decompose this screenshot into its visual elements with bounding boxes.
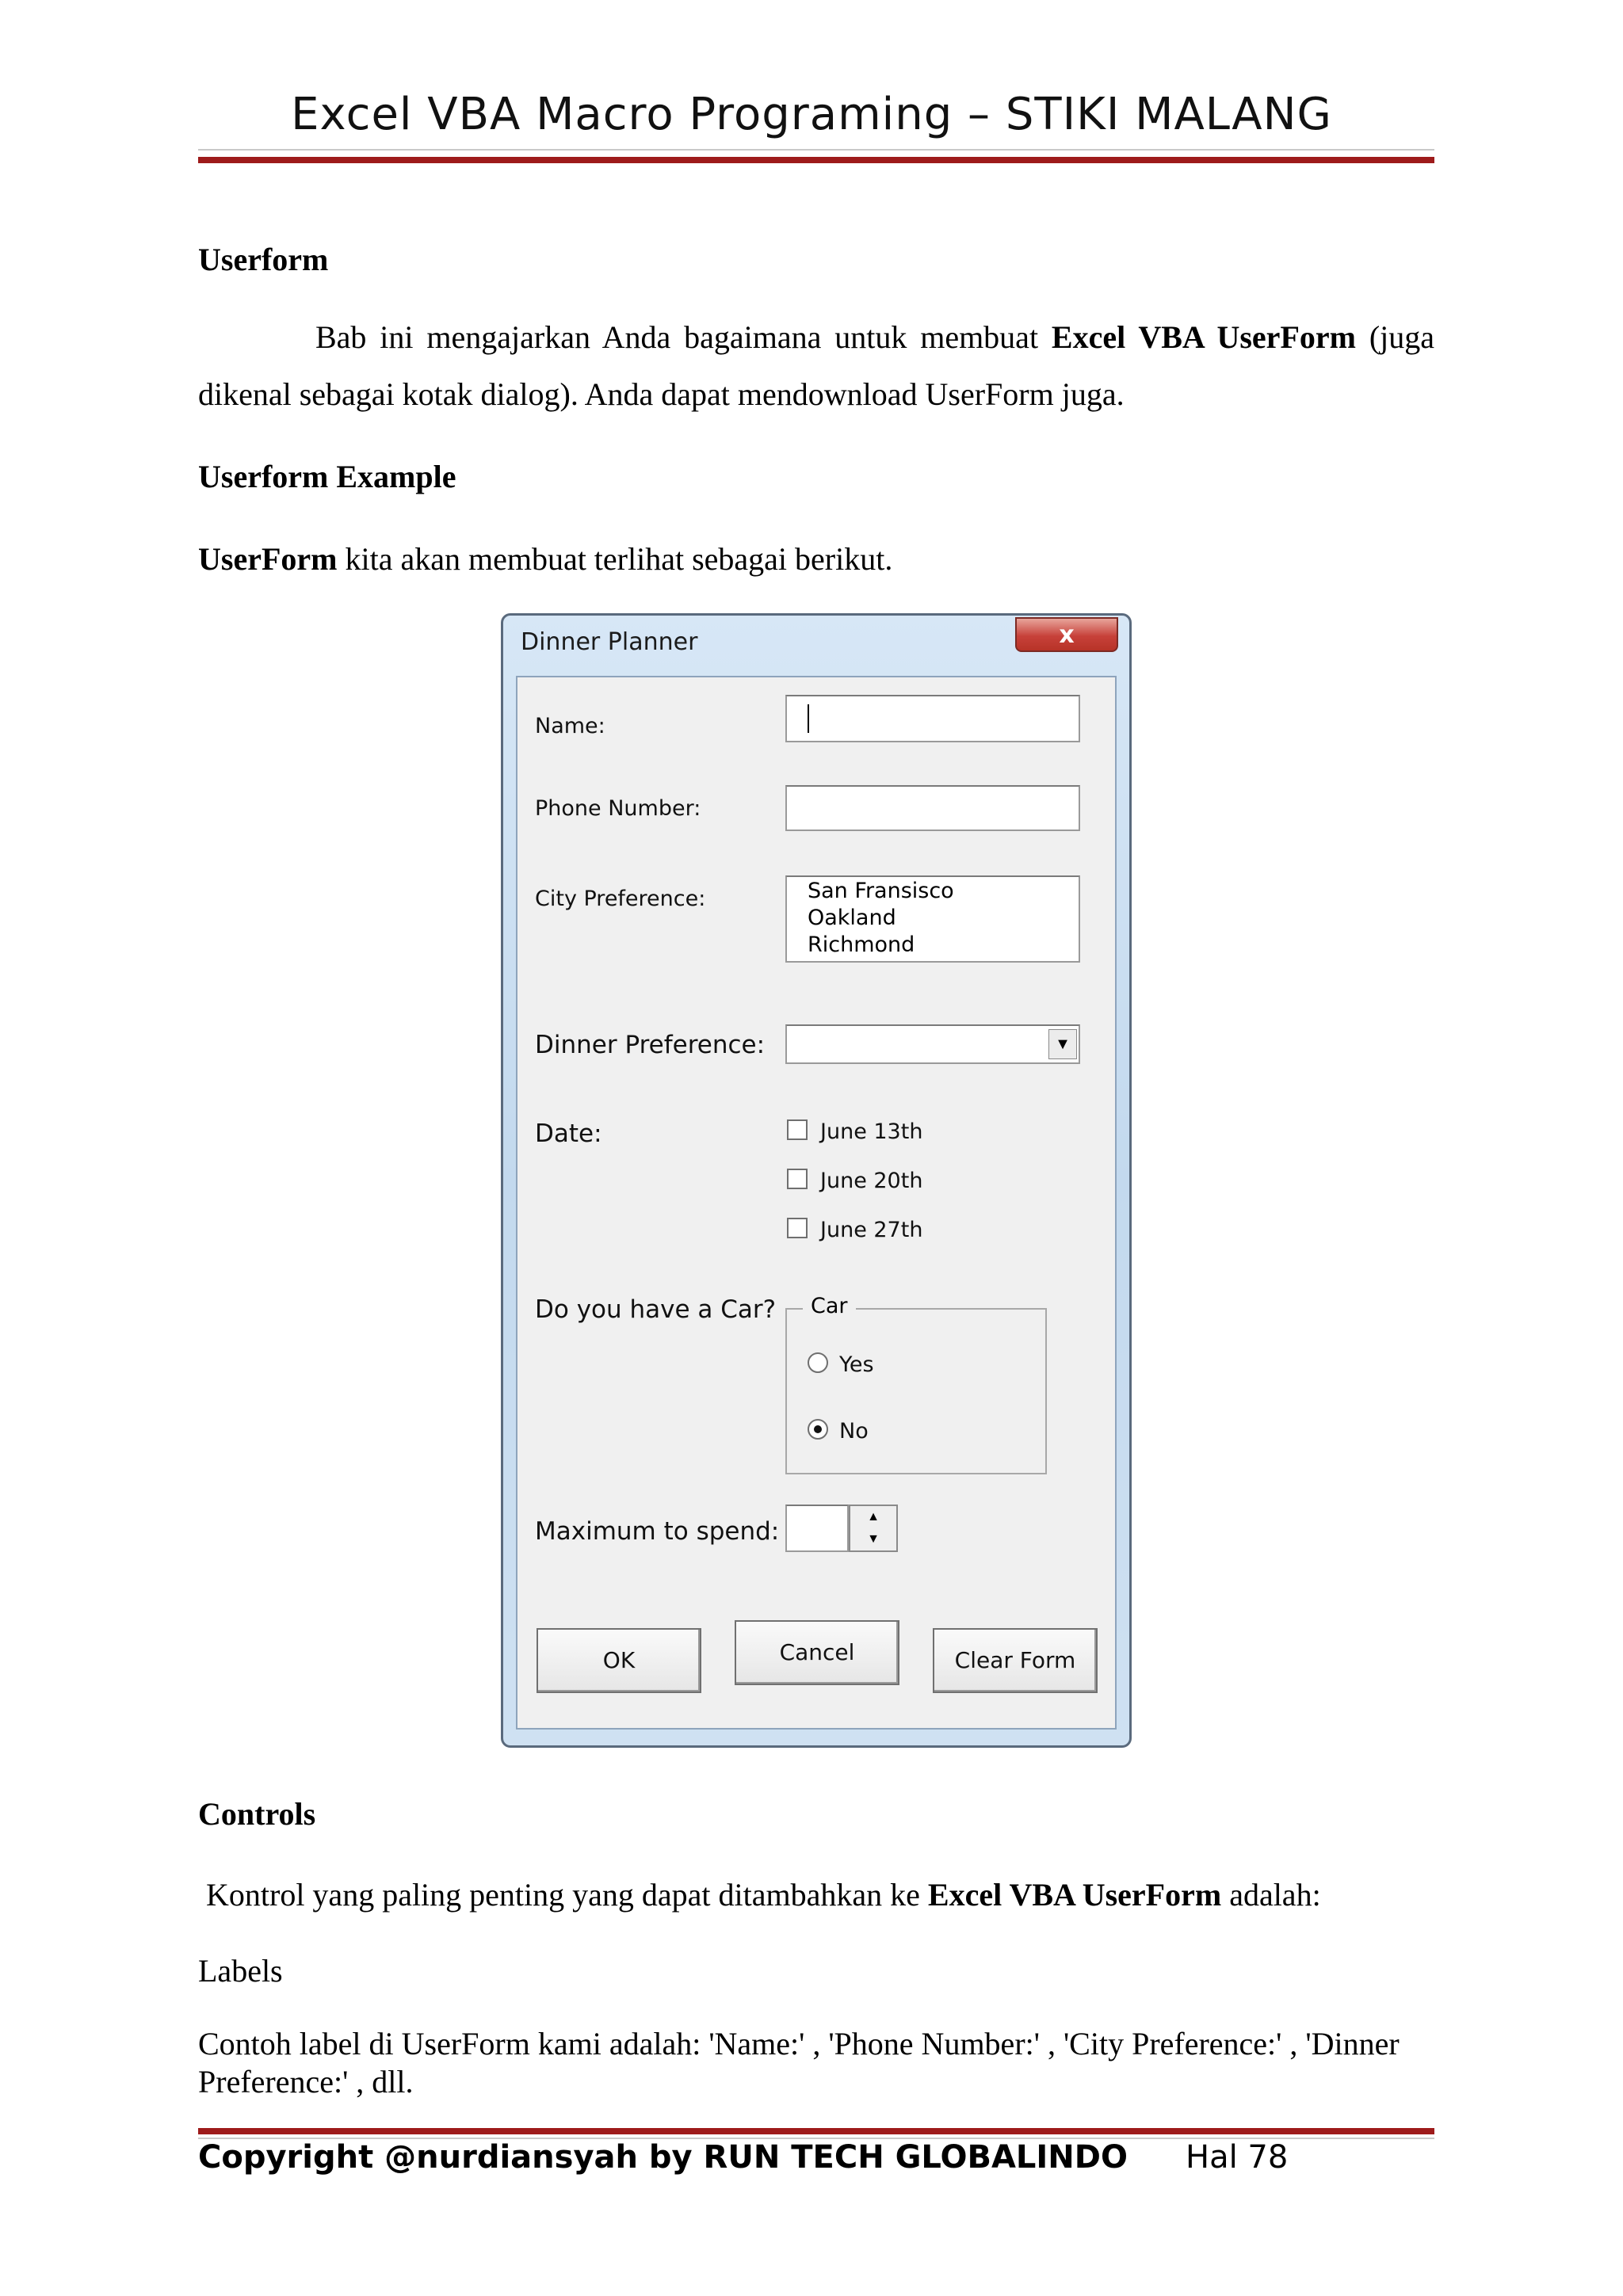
date-checkbox-1[interactable] xyxy=(787,1119,808,1140)
footer-copyright: Copyright @nurdiansyah by RUN TECH GLOBALINDO xyxy=(198,2139,1128,2176)
labels-paragraph: Contoh label di UserForm kami adalah: 'Name:' , 'Phone Number:' , 'City Preference:' , 'Dinner Preference:' , dll. xyxy=(198,2026,1400,2100)
cancel-button[interactable]: Cancel xyxy=(735,1620,899,1685)
dinner-combobox[interactable] xyxy=(785,1024,1080,1064)
paragraph-intro xyxy=(198,309,1434,423)
chevron-down-icon[interactable]: ▼ xyxy=(1048,1029,1077,1059)
example-text: kita akan membuat terlihat sebagai berikut. xyxy=(337,541,893,577)
car-yes-radio[interactable] xyxy=(808,1352,828,1373)
date-option-1: June 13th xyxy=(820,1119,923,1144)
paragraph-controls xyxy=(206,1867,1442,1924)
date-label: Date: xyxy=(535,1119,602,1148)
footer-rule-thick xyxy=(198,2128,1434,2134)
intro-text-bold: Excel VBA UserForm xyxy=(1051,319,1356,355)
controls-text-a: Kontrol yang paling penting yang dapat ditambahkan ke xyxy=(206,1877,928,1913)
heading-controls: Controls xyxy=(198,1796,316,1832)
dinner-planner-dialog xyxy=(501,613,1132,1748)
city-option-1[interactable]: San Fransisco xyxy=(808,879,954,903)
city-listbox[interactable] xyxy=(785,875,1080,963)
dinner-label: Dinner Preference: xyxy=(535,1031,766,1059)
close-icon[interactable]: x xyxy=(1015,617,1118,652)
example-text-bold: UserForm xyxy=(198,541,338,577)
date-checkbox-2[interactable] xyxy=(787,1169,808,1189)
dialog-body xyxy=(516,676,1117,1730)
controls-text-bold: Excel VBA UserForm xyxy=(927,1877,1222,1913)
heading-userform-example: Userform Example xyxy=(198,459,456,494)
spin-down-icon[interactable]: ▼ xyxy=(867,1532,880,1546)
intro-text-c: (juga dikenal sebagai kotak dialog). Anda dapat mendownload UserForm juga. xyxy=(198,319,1435,412)
car-frame xyxy=(785,1308,1047,1474)
text-caret xyxy=(808,704,809,733)
labels-title: Labels xyxy=(198,1953,283,1989)
intro-text-a: Bab ini mengajarkan Anda bagaimana untuk membuat xyxy=(315,319,1052,355)
header-rule-thick xyxy=(198,157,1434,163)
header-rule-thin xyxy=(198,149,1434,151)
controls-text-c: adalah: xyxy=(1221,1877,1321,1913)
spin-up-icon[interactable]: ▲ xyxy=(867,1510,880,1524)
max-spend-label: Maximum to spend: xyxy=(535,1517,780,1546)
phone-input[interactable] xyxy=(785,785,1080,831)
car-label: Do you have a Car? xyxy=(535,1295,777,1324)
city-label: City Preference: xyxy=(535,887,706,911)
date-checkbox-3[interactable] xyxy=(787,1218,808,1238)
dialog-title: Dinner Planner xyxy=(521,628,698,656)
max-spend-spinner[interactable] xyxy=(849,1505,898,1552)
phone-label: Phone Number: xyxy=(535,796,701,821)
footer-page-number: Hal 78 xyxy=(1186,2139,1289,2176)
name-input[interactable] xyxy=(785,695,1080,742)
car-no-radio[interactable] xyxy=(808,1419,828,1440)
paragraph-example xyxy=(198,531,1434,588)
heading-userform: Userform xyxy=(198,242,329,277)
header-title: Excel VBA Macro Programing – STIKI MALANG xyxy=(291,89,1332,140)
name-label: Name: xyxy=(535,714,605,738)
car-yes-label: Yes xyxy=(839,1352,874,1377)
clear-form-button[interactable]: Clear Form xyxy=(933,1628,1098,1693)
city-option-2[interactable]: Oakland xyxy=(808,906,896,930)
date-option-3: June 27th xyxy=(820,1218,923,1242)
car-no-label: No xyxy=(839,1419,869,1444)
ok-button[interactable]: OK xyxy=(537,1628,701,1693)
car-frame-caption: Car xyxy=(803,1294,856,1318)
city-option-3[interactable]: Richmond xyxy=(808,933,915,957)
max-spend-input[interactable] xyxy=(785,1505,849,1552)
date-option-2: June 20th xyxy=(820,1169,923,1193)
